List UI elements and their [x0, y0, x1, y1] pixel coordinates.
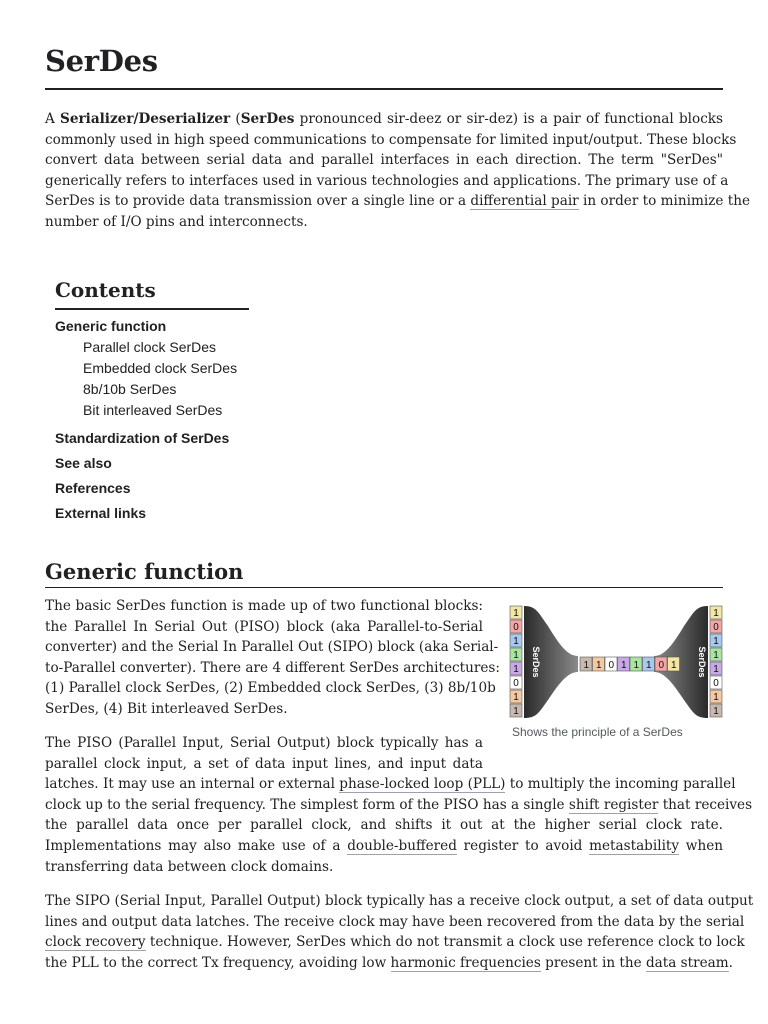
para2-line-7: transferring data between clock domains.	[45, 858, 334, 875]
serial-bit-label: 1	[620, 660, 627, 671]
parallel-in-bit-label: 1	[513, 706, 519, 717]
parallel-out-bit-label: 1	[713, 650, 719, 661]
parallel-in-bit-label: 1	[513, 664, 519, 675]
term-serializer: Serializer/Deserializer	[60, 111, 231, 127]
contents-heading: Contents	[55, 278, 156, 302]
title-rule	[45, 88, 723, 90]
para1-line: to-Parallel converter). There are 4 different SerDes architectures:	[45, 659, 500, 676]
link-clock-recovery[interactable]: clock recovery	[45, 934, 146, 951]
para2-line-3: latches. It may use an internal or external phase-locked loop (PLL) to multiply the incoming parallel	[45, 776, 736, 793]
serial-bit-label: 1	[633, 660, 640, 671]
link-data-stream[interactable]: data stream	[645, 954, 729, 971]
parallel-in-bit-label: 0	[513, 622, 519, 633]
link-harmonic-frequencies[interactable]: harmonic frequencies	[390, 954, 541, 971]
serial-bit-label: 0	[608, 660, 615, 671]
table-of-contents	[55, 278, 255, 521]
para1-line: the Parallel In Serial Out (PISO) block (aka Parallel-to-Serial	[45, 618, 483, 635]
toc-item[interactable]: Generic function	[55, 318, 167, 334]
para2-line-6: Implementations may also make use of a double-buffered register to avoid metastability when	[45, 837, 723, 854]
toc-item[interactable]: Standardization of SerDes	[55, 430, 230, 446]
parallel-out-bit-label: 0	[713, 678, 719, 689]
generic-function-para-1	[45, 596, 500, 720]
intro-line-5: SerDes is to provide data transmission over a single line or a differential pair in order to minimize the	[45, 193, 751, 210]
toc-item[interactable]: External links	[55, 505, 147, 521]
intro-paragraph	[45, 109, 751, 233]
generic-function-para-2	[45, 733, 753, 877]
parallel-out-bit-label: 1	[713, 608, 719, 619]
toc-item[interactable]: Parallel clock SerDes	[83, 339, 217, 355]
para1-line: (1) Parallel clock SerDes, (2) Embedded clock SerDes, (3) 8b/10b	[45, 680, 496, 697]
figure-caption: Shows the principle of a SerDes	[512, 725, 683, 739]
link-metastability[interactable]: metastability	[589, 837, 680, 854]
parallel-in-bit-label: 1	[513, 636, 519, 647]
serial-bit-label: 1	[670, 660, 677, 671]
serdes-diagram	[508, 602, 724, 722]
link-differential-pair[interactable]: differential pair	[470, 193, 579, 210]
intro-line-3: convert data between serial data and parallel interfaces in each direction. The term "SerDes"	[45, 152, 723, 169]
section-heading-generic-function: Generic function	[45, 559, 244, 584]
section-rule	[45, 587, 723, 588]
serializer-label: SerDes	[531, 646, 541, 678]
para3-line-2: lines and output data latches. The receive clock may have been recovered from the data by the serial	[45, 913, 745, 930]
generic-function-para-3	[45, 891, 754, 973]
link-double-buffered[interactable]: double-buffered	[347, 837, 457, 854]
link-shift-register[interactable]: shift register	[568, 796, 659, 813]
term-serdes: SerDes	[240, 111, 295, 127]
para1-line: SerDes, (4) Bit interleaved SerDes.	[45, 700, 288, 717]
parallel-out-bit-label: 1	[713, 636, 719, 647]
serial-bit-label: 1	[595, 660, 602, 671]
parallel-out-bit-label: 1	[713, 692, 719, 703]
toc-item[interactable]: Bit interleaved SerDes	[83, 402, 223, 418]
parallel-in-bit-label: 0	[513, 678, 519, 689]
parallel-in-bit-label: 1	[513, 692, 519, 703]
para2-line-4: clock up to the serial frequency. The simplest form of the PISO has a single shift register that receives	[45, 796, 753, 813]
para2-line-5: the parallel data once per parallel clock, and shifts it out at the higher serial clock rate.	[45, 817, 723, 834]
link-pll[interactable]: phase-locked loop (PLL)	[339, 776, 506, 793]
para3-line-1: The SIPO (Serial Input, Parallel Output) block typically has a receive clock output, a set of data output	[45, 893, 754, 909]
serial-bit-label: 1	[583, 660, 590, 671]
contents-rule	[55, 308, 249, 310]
parallel-out-bit-label: 0	[713, 622, 719, 633]
intro-line-4: generically refers to interfaces used in various technologies and applications. The primary use of a	[45, 172, 729, 189]
toc-item[interactable]: See also	[55, 455, 112, 471]
para3-line-3: clock recovery technique. However, SerDes which do not transmit a clock use reference clock to lock	[45, 934, 745, 951]
intro-line-2: commonly used in high speed communications to compensate for limited input/output. These blocks	[45, 131, 737, 148]
para2-line-1: The PISO (Parallel Input, Serial Output) block typically has a	[45, 735, 483, 751]
deserializer-label: SerDes	[697, 646, 707, 678]
serial-bit-label: 1	[645, 660, 652, 671]
parallel-out-bit-label: 1	[713, 706, 719, 717]
para1-line: converter) and the Serial In Parallel Out (SIPO) block (aka Serial-	[45, 639, 499, 656]
parallel-in-bit-label: 1	[513, 650, 519, 661]
para2-line-2: parallel clock input, a set of data input lines, and input data	[45, 755, 483, 772]
toc-item[interactable]: 8b/10b SerDes	[83, 381, 177, 397]
intro-line-6: number of I/O pins and interconnects.	[45, 213, 308, 230]
para3-line-4: the PLL to the correct Tx frequency, avoiding low harmonic frequencies present in the data stream.	[45, 954, 733, 971]
parallel-out-bit-label: 1	[713, 664, 719, 675]
intro-line-1: A Serializer/Deserializer (SerDes pronounced sir-deez or sir-dez) is a pair of functional blocks	[45, 111, 724, 127]
toc-item[interactable]: Embedded clock SerDes	[83, 360, 238, 376]
serdes-figure	[508, 602, 724, 726]
para1-line: The basic SerDes function is made up of two functional blocks:	[45, 598, 483, 614]
page-title: SerDes	[45, 44, 158, 78]
parallel-in-bit-label: 1	[513, 608, 519, 619]
toc-item[interactable]: References	[55, 480, 131, 496]
serial-bit-label: 0	[658, 660, 665, 671]
